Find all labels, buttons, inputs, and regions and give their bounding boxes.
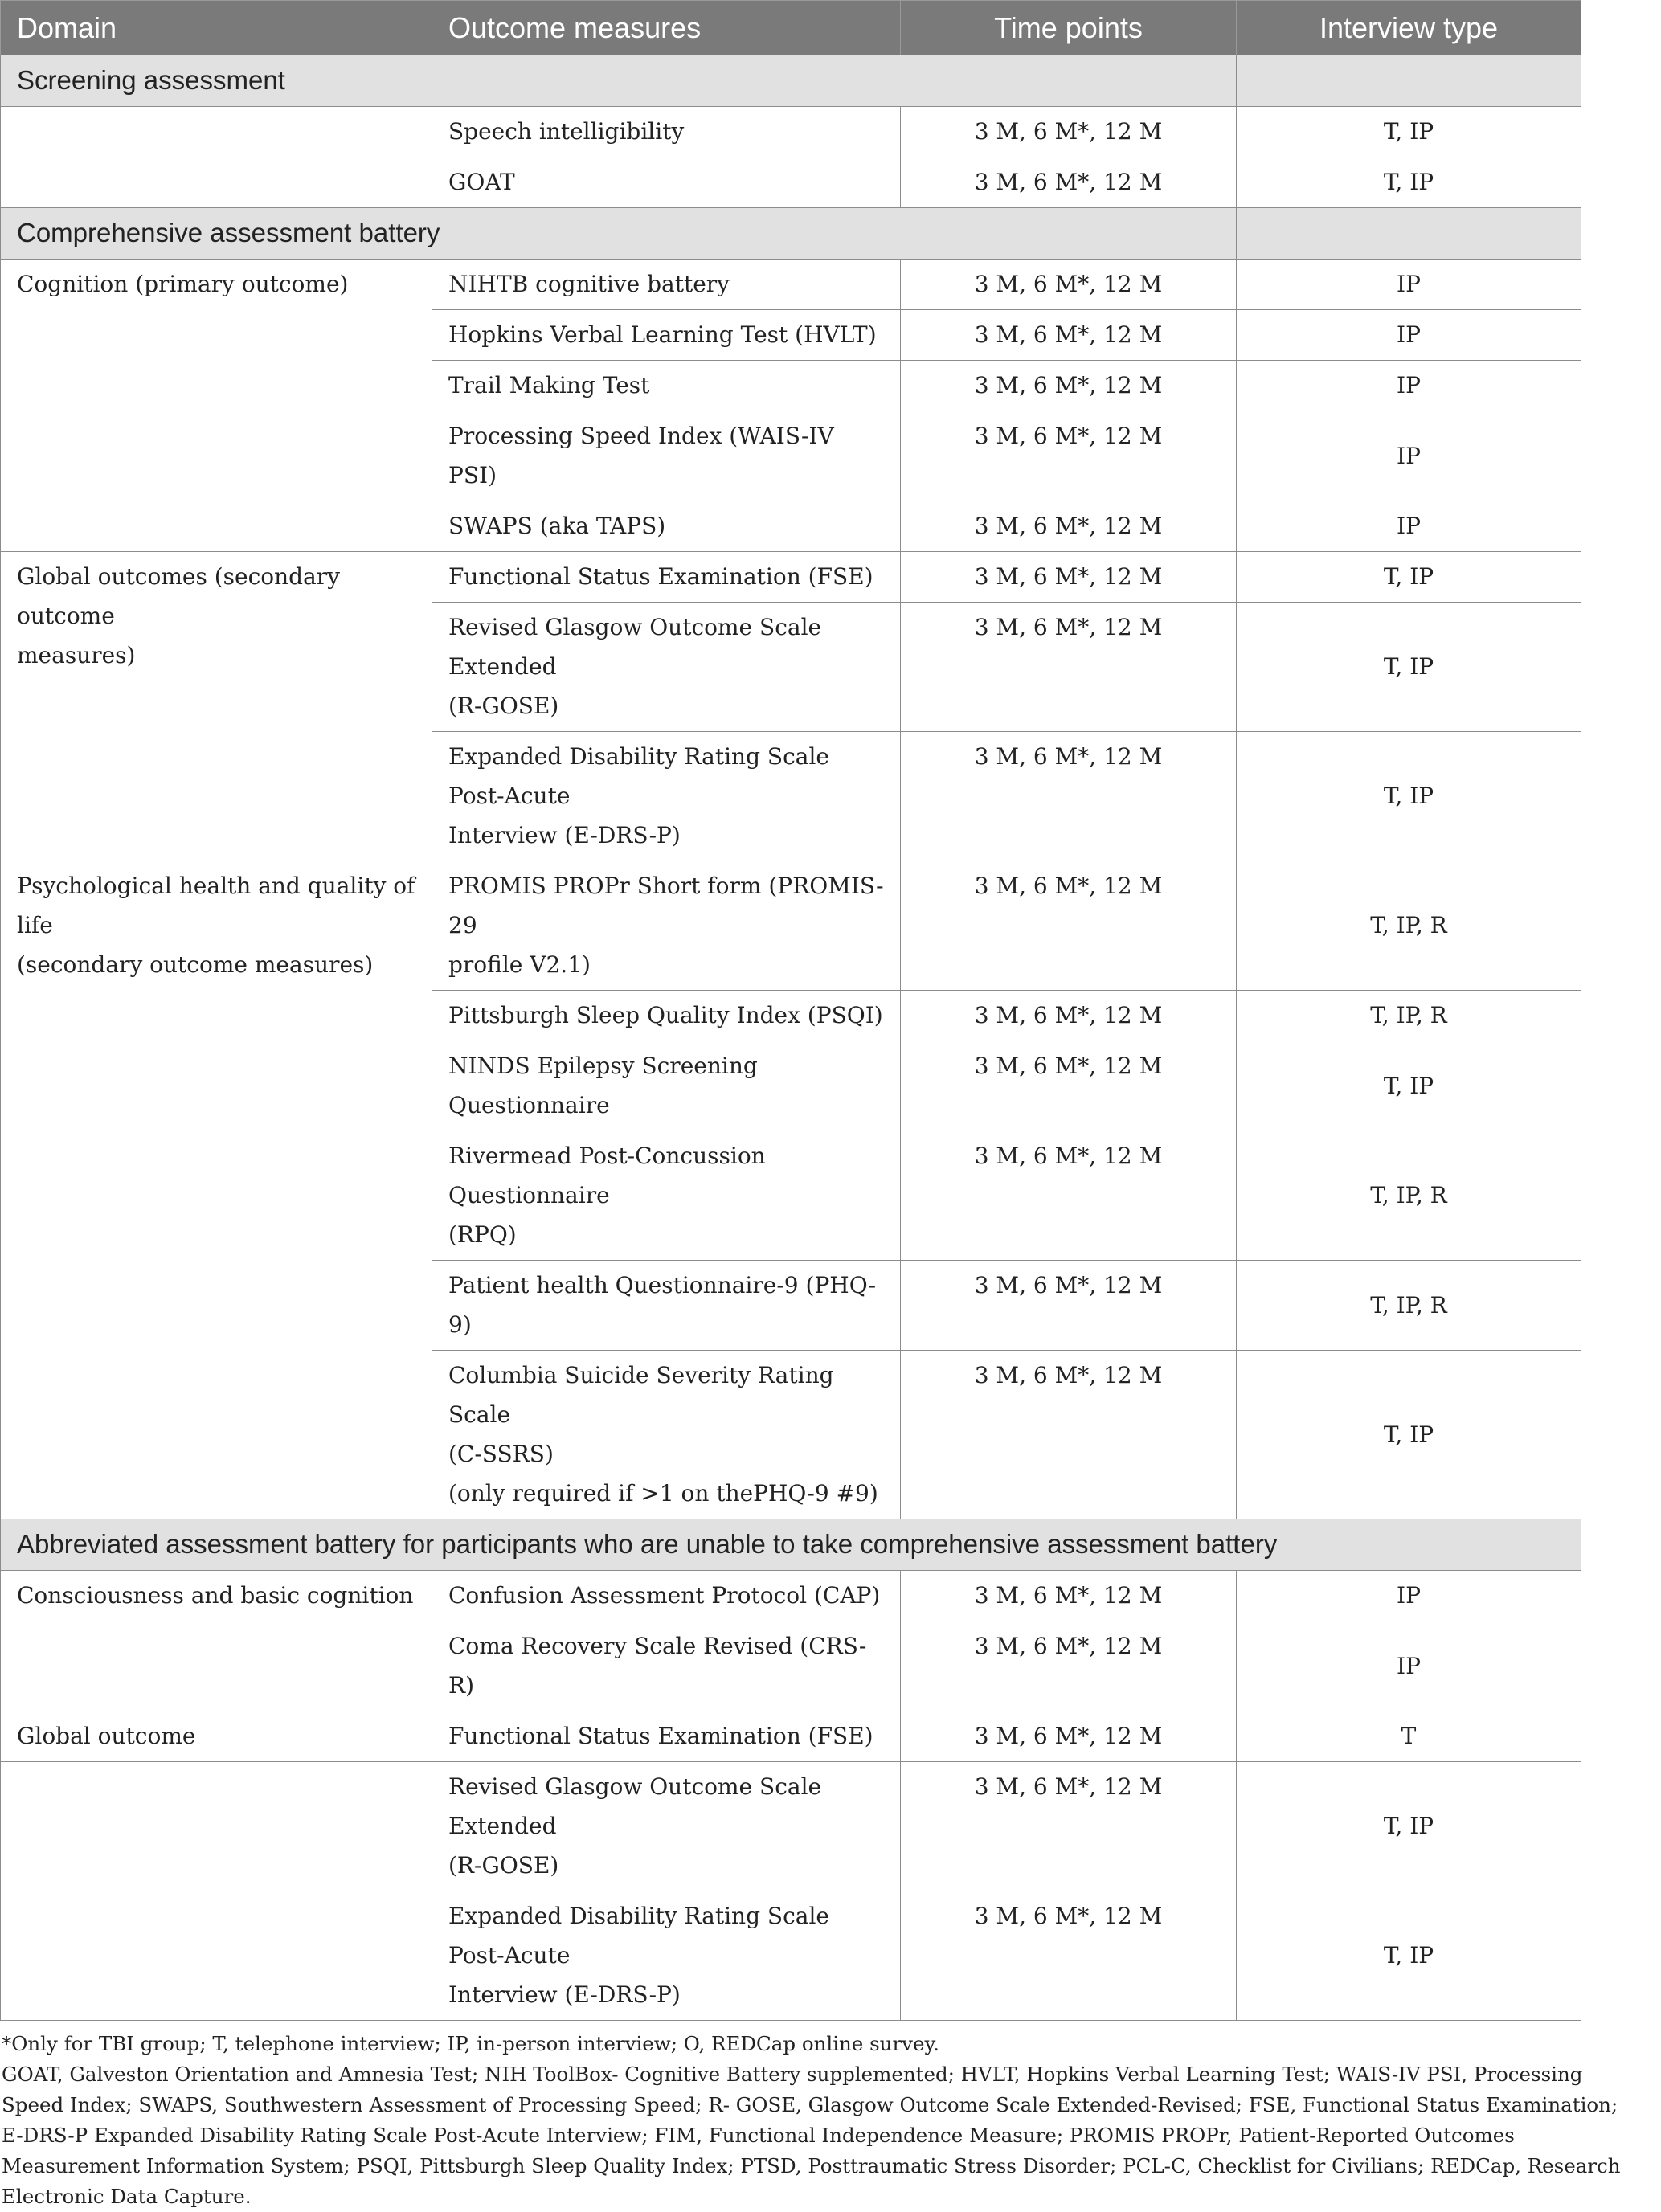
table-row [1,1762,1581,1891]
domain-cell [1,157,432,208]
measure-line: PROMIS PROPr Short form (PROMIS-29 [448,873,884,938]
measure-cell [432,1762,901,1891]
measure-line: (RPQ) [448,1221,517,1248]
interview-type-cell: T, IP [1237,552,1581,603]
measure-line: Functional Status Examination (FSE) [448,1723,873,1749]
interview-type-cell: IP [1237,310,1581,361]
interview-type-cell: T, IP [1237,1891,1581,2021]
table-row [1,260,1581,310]
measure-cell [432,1261,901,1351]
measure-line: (R-GOSE) [448,693,559,719]
time-points-cell: 3 M, 6 M*, 12 M [901,107,1237,157]
measure-cell [432,501,901,552]
domain-line: (secondary outcome measures) [17,951,374,978]
measure-line: Revised Glasgow Outcome Scale Extended [448,614,822,680]
section-row-abbreviated [1,1519,1581,1571]
domain-line: measures) [17,642,136,669]
domain-line: Global outcomes (secondary outcome [17,563,340,629]
table-row [1,1571,1581,1621]
time-points-cell: 3 M, 6 M*, 12 M [901,1621,1237,1711]
time-points-cell: 3 M, 6 M*, 12 M [901,552,1237,603]
interview-type-cell: T, IP [1237,107,1581,157]
section-row-screening [1,55,1581,107]
table-row [1,107,1581,157]
interview-type-cell: T, IP [1237,157,1581,208]
table-row [1,552,1581,603]
interview-type-cell: IP [1237,361,1581,411]
domain-cell: Global outcome [1,1711,432,1762]
measure-line: GOAT [448,169,515,195]
measure-line: Expanded Disability Rating Scale Post-Acute [448,1903,829,1969]
time-points-cell: 3 M, 6 M*, 12 M [901,732,1237,861]
measure-line: Speech intelligibility [448,118,685,145]
time-points-cell: 3 M, 6 M*, 12 M [901,1351,1237,1519]
measure-cell [432,361,901,411]
interview-type-cell: IP [1237,501,1581,552]
interview-type-cell: T, IP [1237,732,1581,861]
interview-type-cell: T, IP, R [1237,1131,1581,1261]
measure-cell [432,1711,901,1762]
table-row [1,861,1581,991]
section-title: Screening assessment [1,55,1237,107]
interview-type-cell: T [1237,1711,1581,1762]
domain-line: Psychological health and quality of life [17,873,415,938]
time-points-cell: 3 M, 6 M*, 12 M [901,1261,1237,1351]
measure-cell [432,991,901,1041]
time-points-cell: 3 M, 6 M*, 12 M [901,411,1237,501]
measure-cell [432,603,901,732]
interview-type-cell: T, IP [1237,1762,1581,1891]
domain-cell [1,552,432,861]
measure-line: Patient health Questionnaire-9 (PHQ-9) [448,1272,877,1338]
header-domain: Domain [1,1,432,55]
measure-cell [432,552,901,603]
measure-line: Rivermead Post-Concussion Questionnaire [448,1143,766,1208]
table-header-row [1,1,1581,55]
measure-cell [432,1351,901,1519]
interview-type-cell: T, IP [1237,1351,1581,1519]
section-title: Abbreviated assessment battery for participants who are unable to take comprehensive assessment battery [1,1519,1581,1571]
section-title: Comprehensive assessment battery [1,208,1237,260]
measure-line: Processing Speed Index (WAIS-IV PSI) [448,423,834,489]
time-points-cell: 3 M, 6 M*, 12 M [901,1711,1237,1762]
time-points-cell: 3 M, 6 M*, 12 M [901,361,1237,411]
interview-type-cell: T, IP [1237,1041,1581,1131]
section-row-comprehensive [1,208,1581,260]
measure-cell [432,1041,901,1131]
time-points-cell: 3 M, 6 M*, 12 M [901,1571,1237,1621]
time-points-cell: 3 M, 6 M*, 12 M [901,157,1237,208]
time-points-cell: 3 M, 6 M*, 12 M [901,1762,1237,1891]
measure-line: NIHTB cognitive battery [448,271,730,297]
measure-cell [432,732,901,861]
domain-cell: Consciousness and basic cognition [1,1571,432,1711]
time-points-cell: 3 M, 6 M*, 12 M [901,603,1237,732]
measure-cell [432,411,901,501]
measure-cell [432,861,901,991]
table-footnotes [0,2021,1643,2212]
domain-cell [1,1891,432,2021]
measure-line: SWAPS (aka TAPS) [448,513,666,539]
time-points-cell: 3 M, 6 M*, 12 M [901,260,1237,310]
measure-line: (R-GOSE) [448,1852,559,1879]
measure-line: Interview (E-DRS-P) [448,1981,681,2008]
measure-cell [432,1621,901,1711]
measure-line: Trail Making Test [448,372,650,399]
measure-cell [432,107,901,157]
time-points-cell: 3 M, 6 M*, 12 M [901,861,1237,991]
domain-cell: Cognition (primary outcome) [1,260,432,552]
measure-cell [432,260,901,310]
table-row [1,1711,1581,1762]
domain-cell [1,107,432,157]
table-row [1,157,1581,208]
interview-type-cell: IP [1237,1621,1581,1711]
measure-line: Revised Glasgow Outcome Scale Extended [448,1773,822,1839]
domain-cell [1,1762,432,1891]
time-points-cell: 3 M, 6 M*, 12 M [901,1891,1237,2021]
measure-line: Columbia Suicide Severity Rating Scale [448,1362,834,1428]
measure-line: Pittsburgh Sleep Quality Index (PSQI) [448,1002,883,1028]
header-time-points: Time points [901,1,1237,55]
interview-type-cell: IP [1237,411,1581,501]
interview-type-cell: T, IP [1237,603,1581,732]
interview-type-cell: T, IP, R [1237,1261,1581,1351]
interview-type-cell: T, IP, R [1237,861,1581,991]
measure-line: NINDS Epilepsy Screening Questionnaire [448,1053,758,1118]
interview-type-cell: IP [1237,260,1581,310]
measure-cell [432,310,901,361]
measure-line: profile V2.1) [448,951,591,978]
time-points-cell: 3 M, 6 M*, 12 M [901,501,1237,552]
measure-line: Functional Status Examination (FSE) [448,563,873,590]
time-points-cell: 3 M, 6 M*, 12 M [901,991,1237,1041]
measure-line: Coma Recovery Scale Revised (CRS-R) [448,1633,867,1699]
table-row [1,1891,1581,2021]
footnote-abbreviations-interview: *Only for TBI group; T, telephone interview; IP, in-person interview; O, REDCap online survey. [2,2032,939,2055]
measure-cell [432,1571,901,1621]
interview-type-cell: T, IP, R [1237,991,1581,1041]
measure-line: (only required if >1 on thePHQ-9 #9) [448,1480,878,1507]
footnote-abbreviations-measures: GOAT, Galveston Orientation and Amnesia Test; NIH ToolBox- Cognitive Battery supplemented; HVLT, Hopkins Verbal Learning Test; WAIS-IV PSI, Processing Speed Index; SWAPS, Southwestern Assessment of Processing Speed; R- GOSE, Glasgow Outcome Scale Extended-Revised; FSE, Functional Status Examination; E-DRS-P Expanded Disability Rating Scale Post-Acute Interview; FIM, Functional Independence Measure; PROMIS PROPr, Patient-Reported Outcomes Measurement Information System; PSQI, Pittsburgh Sleep Quality Index; PTSD, Posttraumatic Stress Disorder; PCL-C, Checklist for Civilians; REDCap, Research Electronic Data Capture. [2,2063,1621,2208]
measure-line: Expanded Disability Rating Scale Post-Acute [448,743,829,809]
measure-line: (C-SSRS) [448,1441,554,1467]
measure-cell [432,157,901,208]
header-interview-type: Interview type [1237,1,1581,55]
time-points-cell: 3 M, 6 M*, 12 M [901,1131,1237,1261]
time-points-cell: 3 M, 6 M*, 12 M [901,310,1237,361]
section-empty-cell [1237,208,1581,260]
measure-line: Confusion Assessment Protocol (CAP) [448,1582,881,1609]
measure-line: Hopkins Verbal Learning Test (HVLT) [448,321,877,348]
header-outcome-measures: Outcome measures [432,1,901,55]
measure-cell [432,1891,901,2021]
measure-cell [432,1131,901,1261]
interview-type-cell: IP [1237,1571,1581,1621]
measure-line: Interview (E-DRS-P) [448,822,681,848]
section-empty-cell [1237,55,1581,107]
domain-cell [1,861,432,1519]
time-points-cell: 3 M, 6 M*, 12 M [901,1041,1237,1131]
